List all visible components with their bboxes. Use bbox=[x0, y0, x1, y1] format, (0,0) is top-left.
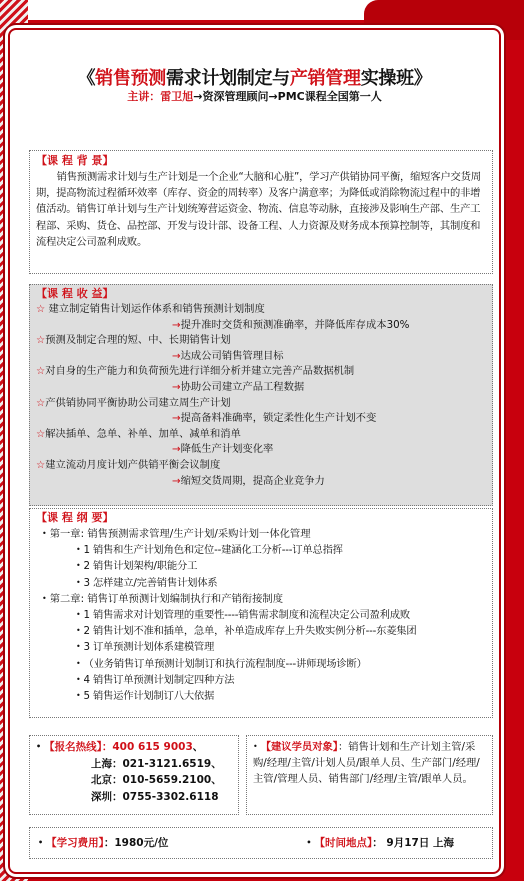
star-icon: ☆ bbox=[36, 365, 46, 378]
outline-sub-item: • 3 订单预测计划体系建模管理 bbox=[76, 641, 215, 654]
fee-info bbox=[38, 828, 168, 858]
hotline-label: 【报名热线】： bbox=[44, 741, 113, 753]
hotline-shanghai[interactable]: 上海：021-3121.6519、 bbox=[91, 757, 222, 770]
bullet-icon: • bbox=[76, 545, 81, 555]
bullet-icon: • bbox=[76, 642, 81, 652]
time-location-value: ： 9月17日 上海 bbox=[372, 837, 454, 849]
course-flyer-card bbox=[8, 28, 501, 874]
hotline-main: • 【报名热线】：400 615 9003、 bbox=[36, 741, 204, 753]
gain-item: ☆预测及制定合理的短、中、长期销售计划 bbox=[36, 334, 231, 347]
outline-sub-item: • 3 怎样建立/完善销售计划体系 bbox=[76, 576, 218, 589]
fee-label: 【学习费用】 bbox=[46, 837, 104, 849]
arrow-icon: → bbox=[172, 412, 181, 425]
arrow-icon: → bbox=[172, 474, 181, 487]
arrow-icon: → bbox=[172, 443, 181, 456]
lecturer-label: 主讲：雷卫旭 bbox=[127, 90, 194, 103]
gain-result: →降低生产计划变化率 bbox=[172, 443, 274, 456]
hotline-number[interactable]: 400 615 9003 bbox=[112, 741, 193, 753]
title-highlight-forecast: 销售预测 bbox=[95, 68, 166, 89]
hotline-beijing[interactable]: 北京：010-5659.2100、 bbox=[91, 774, 222, 786]
page-title: 《销售预测需求计划制定与产销管理实操班》 bbox=[77, 68, 432, 89]
hotline-shenzhen[interactable]: 深圳：0755-3302.6118 bbox=[91, 790, 219, 803]
gain-result: →缩短交货周期，提高企业竞争力 bbox=[172, 474, 325, 487]
fee-location-box bbox=[29, 827, 493, 859]
course-outline-section bbox=[29, 508, 493, 718]
bullet-icon: • bbox=[253, 742, 258, 751]
bullet-icon: • bbox=[42, 593, 47, 603]
bullet-icon: • bbox=[76, 610, 81, 620]
bullet-icon: • bbox=[76, 691, 81, 701]
gain-result: →达成公司销售管理目标 bbox=[172, 349, 284, 362]
time-location-info bbox=[306, 828, 484, 858]
lecturer-line bbox=[10, 88, 499, 104]
audience-text: • 【建议学员对象】：销售计划和生产计划主管/采购/经理/主管/计划人员/跟单人员、生产部门/经理/主管/管理人员、销售部门/经理/主管/跟单人员。 bbox=[253, 741, 480, 785]
gain-result: →协助公司建立产品工程数据 bbox=[172, 380, 305, 393]
outline-sub-item: • 2 销售计划架构/职能分工 bbox=[76, 560, 198, 573]
bullet-icon: • bbox=[42, 529, 47, 538]
bullet-icon: • bbox=[36, 742, 42, 751]
bullet-icon: • bbox=[76, 626, 81, 636]
section-heading: 【课 程 收 益】 bbox=[36, 287, 114, 300]
arrow-icon: → bbox=[172, 380, 181, 393]
bullet-icon: • bbox=[38, 838, 44, 847]
section-heading: 【课 程 纲 要】 bbox=[36, 511, 114, 524]
time-location-label: 【时间地点】 bbox=[314, 837, 373, 849]
gain-item: ☆产供销协同平衡协助公司建立周生产计划 bbox=[36, 396, 231, 409]
gain-result: →提高备料准确率，锁定柔性化生产计划不变 bbox=[172, 412, 377, 425]
bullet-icon: • bbox=[76, 674, 81, 684]
outline-sub-item: • 5 销售运作计划制订八大依据 bbox=[76, 690, 215, 703]
target-audience-box bbox=[246, 735, 493, 815]
lecturer-desc: →资深管理顾问→PMC课程全国第一人 bbox=[193, 90, 382, 103]
gain-item: ☆对自身的生产能力和负荷预先进行详细分析并建立完善产品数据机制 bbox=[36, 365, 355, 378]
star-icon: ☆ bbox=[36, 458, 46, 471]
course-gains-section bbox=[29, 284, 493, 506]
gain-item: ☆解决插单、急单、补单、加单、减单和消单 bbox=[36, 427, 241, 440]
outline-sub-item: • （业务销售订单预测计划制订和执行流程制度---讲师现场诊断） bbox=[76, 657, 367, 670]
star-icon: ☆ bbox=[36, 334, 46, 347]
outline-sub-item: • 4 销售订单预测计划制定四种方法 bbox=[76, 673, 235, 686]
arrow-icon: → bbox=[172, 349, 181, 362]
arrow-icon: → bbox=[172, 318, 181, 331]
outline-sub-item: • 1 销售和生产计划角色和定位--建涵化工分析---订单总指挥 bbox=[76, 544, 343, 557]
section-heading: 【课 程 背 景】 bbox=[36, 154, 114, 167]
bullet-icon: • bbox=[306, 838, 312, 847]
star-icon: ☆ bbox=[36, 427, 46, 440]
bullet-icon: • bbox=[76, 658, 81, 668]
gain-item: ☆建立流动月度计划产供销平衡会议制度 bbox=[36, 458, 221, 471]
outline-chapter: • 第一章: 销售预测需求管理/生产计划/采购计划一体化管理 bbox=[42, 528, 311, 540]
course-background-section bbox=[29, 150, 493, 274]
outline-sub-item: • 1 销售需求对计划管理的重要性----销售需求制度和流程决定公司盈利成败 bbox=[76, 609, 410, 622]
outline-sub-item: • 2 销售计划不准和插单，急单，补单造成库存上升失败实例分析---东菱集团 bbox=[76, 625, 417, 638]
fee-value: ：1980元/位 bbox=[103, 837, 169, 849]
audience-label: 【建议学员对象】 bbox=[260, 741, 338, 753]
gain-result: →提升准时交货和预测准确率，并降低库存成本30% bbox=[172, 318, 410, 331]
star-icon: ☆ bbox=[36, 396, 46, 409]
contact-hotline-box bbox=[29, 735, 239, 815]
bullet-icon: • bbox=[76, 577, 81, 587]
star-icon: ☆ bbox=[36, 303, 46, 315]
title-highlight-management: 产销管理 bbox=[289, 68, 361, 89]
bullet-icon: • bbox=[76, 561, 81, 571]
background-text: 销售预测需求计划与生产计划是一个企业“大脑和心脏”，学习产供销协同平衡，缩短客户交货周期，提高物流过程循环效率（库存、资金的周转率）及客户满意率；为降低或消除物流过程中的非增值活动。销售订单计划与生产计划统筹营运资金、物流、信息等动脉，直接涉及影响生产部、生产工程部、采购、货仓、品控部、开发与设计部、设备工程、人力资源及财务成本预算控制等，其制度和流程决定公司盈利成败。 bbox=[36, 171, 481, 248]
outline-chapter: • 第二章: 销售订单预测计划编制执行和产销衔接制度 bbox=[42, 592, 283, 605]
gain-item: ☆ 建立制定销售计划运作体系和销售预测计划制度 bbox=[36, 303, 265, 315]
